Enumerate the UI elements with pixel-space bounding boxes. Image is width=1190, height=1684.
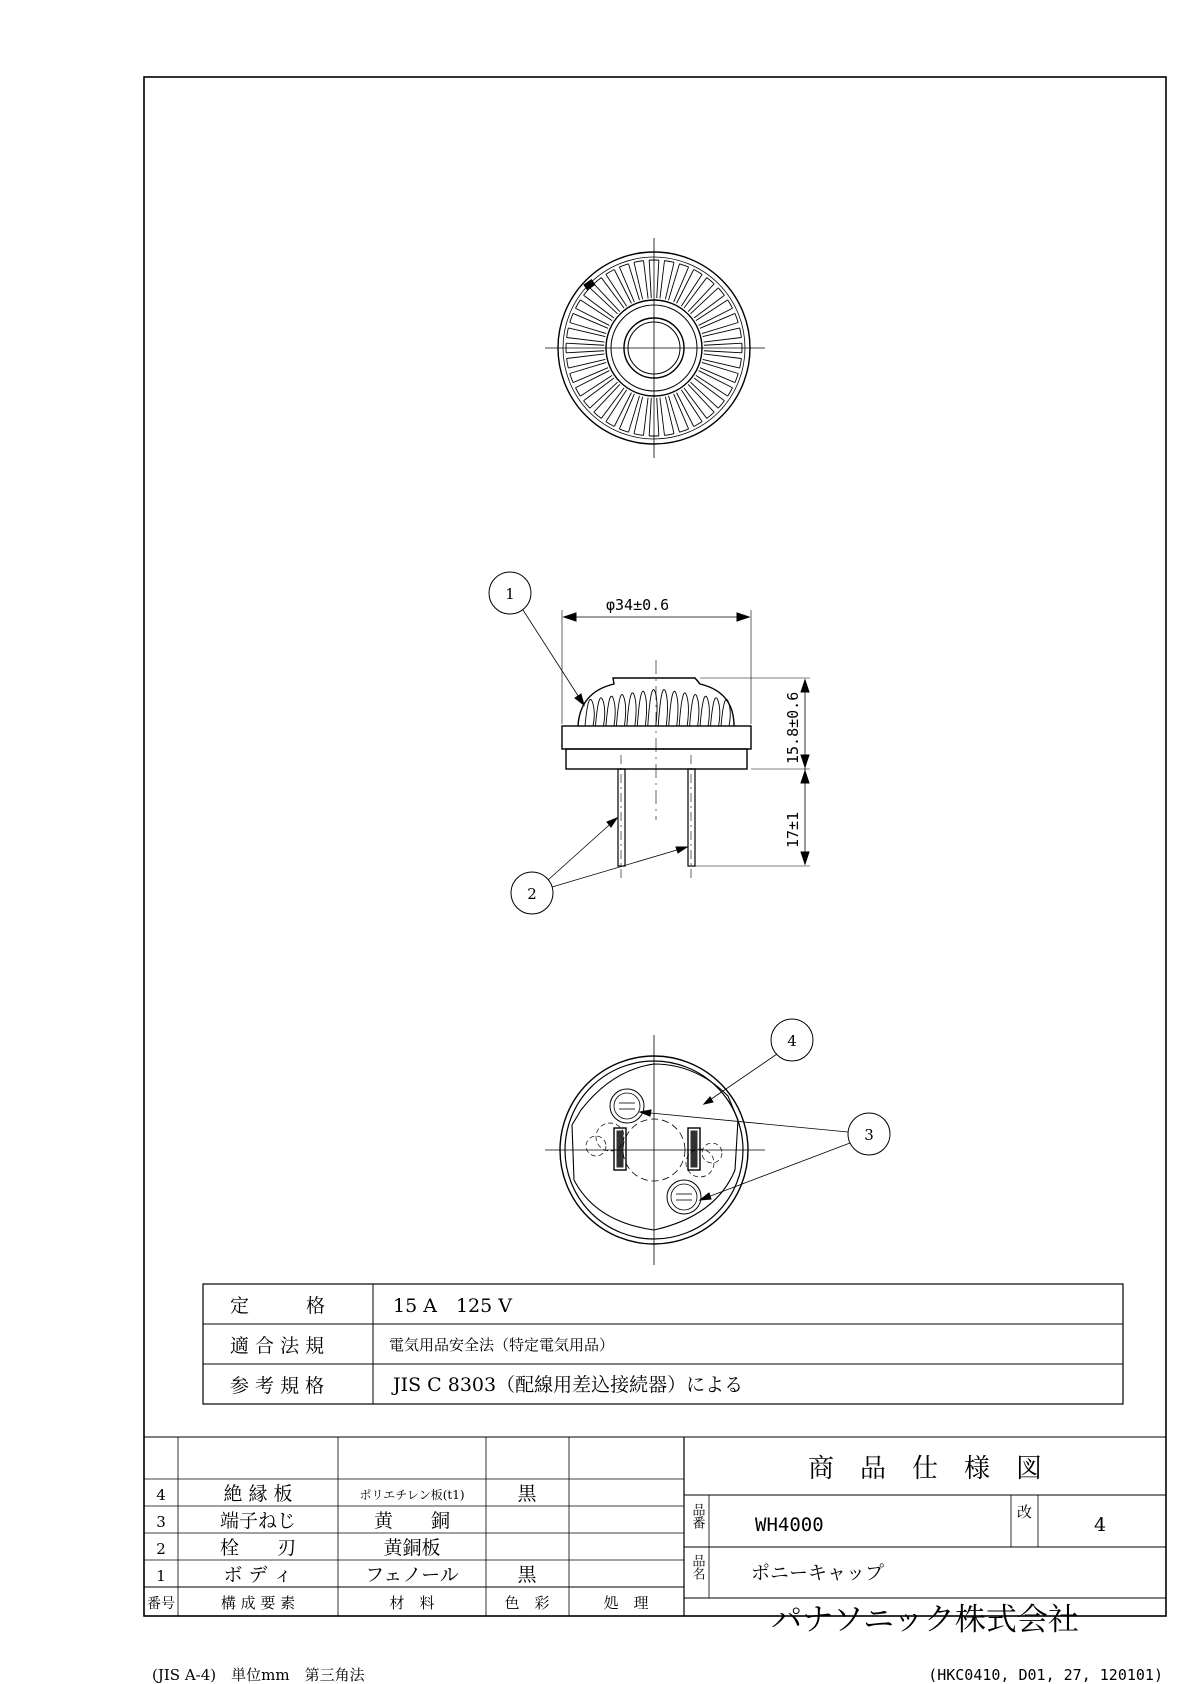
rib-cap xyxy=(567,358,569,368)
rib-line xyxy=(668,264,679,300)
rib-line xyxy=(681,274,702,306)
rib-line xyxy=(634,262,643,299)
rib-cap xyxy=(740,328,742,338)
rib-line xyxy=(606,274,627,306)
revision-label: 改 xyxy=(1017,1503,1033,1521)
dome-rib xyxy=(606,696,615,726)
rib-line xyxy=(657,398,659,436)
part-row-1-material: フェノール xyxy=(365,1564,459,1586)
rib-line xyxy=(660,261,665,299)
spec-label-standard: 参 考 規 格 xyxy=(230,1375,325,1397)
height-dimension: 15.8±0.6 xyxy=(784,691,802,764)
product-name-value: ポニーキャップ xyxy=(751,1562,885,1584)
diameter-dimension: φ34±0.6 xyxy=(606,596,670,614)
rib-line xyxy=(649,260,651,298)
balloon-3-label: 3 xyxy=(864,1126,874,1144)
rib-line xyxy=(704,338,742,343)
part-row-1-color: 黒 xyxy=(517,1564,537,1586)
parts-table-text xyxy=(147,1483,649,1612)
dome-rib xyxy=(658,690,667,726)
spec-value-law: 電気用品安全法（特定電気用品） xyxy=(389,1336,615,1354)
part-row-4-component: 絶 縁 板 xyxy=(223,1483,293,1505)
rib-line xyxy=(702,322,738,333)
rib-cap xyxy=(735,374,738,383)
dome-rib xyxy=(595,698,604,726)
dome-rib xyxy=(721,699,730,726)
dome-rib xyxy=(711,698,720,726)
rib-line xyxy=(568,328,605,337)
header-component: 構 成 要 素 xyxy=(220,1594,296,1612)
rib-line xyxy=(580,375,612,396)
bottom-view xyxy=(545,1019,890,1265)
rib-cap xyxy=(664,261,674,263)
rib-line xyxy=(570,322,606,333)
rib-line xyxy=(649,398,651,436)
part-row-2-material: 黄銅板 xyxy=(383,1537,441,1559)
balloon-1-label: 1 xyxy=(505,585,515,603)
title-block-text xyxy=(690,1454,1107,1638)
spec-table xyxy=(203,1284,1123,1404)
company-name: パナソニック株式会社 xyxy=(771,1602,1079,1638)
rib-line xyxy=(703,359,740,368)
part-row-4-material: ポリエチレン板(t1) xyxy=(359,1488,465,1502)
rib-cap xyxy=(680,264,689,267)
part-row-3-component: 端子ねじ xyxy=(219,1510,297,1532)
dome-rib xyxy=(690,695,699,726)
spec-value-rating: 15 A 125 V xyxy=(393,1295,512,1317)
rib-line xyxy=(634,397,643,434)
rib-cap xyxy=(664,434,674,436)
rib-line xyxy=(681,390,702,422)
rib-line xyxy=(704,351,742,353)
rib-cap xyxy=(570,374,573,383)
part-row-1-no: 1 xyxy=(156,1567,166,1585)
rib-line xyxy=(628,396,639,432)
rib-line xyxy=(702,362,738,373)
dome-rib xyxy=(700,696,709,726)
dome-rib xyxy=(585,699,594,726)
balloon-4-label: 4 xyxy=(787,1032,797,1050)
rib-line xyxy=(567,338,605,343)
footer-left: (JIS A-4) 単位mm 第三角法 xyxy=(152,1666,365,1684)
rib-line xyxy=(668,396,679,432)
side-view xyxy=(489,572,810,914)
header-no: 番号 xyxy=(147,1596,175,1612)
rib-line xyxy=(568,359,605,368)
part-row-4-color: 黒 xyxy=(517,1483,537,1505)
balloon-2-label: 2 xyxy=(527,885,537,903)
rib-line xyxy=(657,260,659,298)
header-finish: 処 理 xyxy=(603,1594,649,1612)
header-material: 材 料 xyxy=(389,1594,435,1612)
part-row-3-material: 黄 銅 xyxy=(373,1510,451,1532)
drawing-title: 商 品 仕 様 図 xyxy=(807,1454,1043,1484)
spec-label-rating: 定 格 xyxy=(230,1295,326,1317)
revision-value: 4 xyxy=(1093,1514,1107,1536)
product-name-label: 品名 xyxy=(689,1554,705,1580)
rib-cap xyxy=(570,313,573,322)
rib-line xyxy=(580,300,612,321)
part-row-2-component: 栓 刃 xyxy=(219,1537,297,1559)
part-row-4-no: 4 xyxy=(156,1486,166,1504)
rib-line xyxy=(644,261,649,299)
part-row-1-component: ボ デ ィ xyxy=(223,1564,293,1586)
rib-line xyxy=(567,354,605,359)
rib-line xyxy=(704,354,742,359)
dome-rib xyxy=(648,690,657,726)
rib-cap xyxy=(619,264,628,267)
pin-length-dimension: 17±1 xyxy=(784,811,802,848)
spec-value-standard: JIS C 8303（配線用差込接続器）による xyxy=(393,1374,744,1396)
rib-line xyxy=(628,264,639,300)
rib-line xyxy=(696,300,728,321)
dome-rib xyxy=(669,691,678,726)
top-view xyxy=(545,238,765,458)
rib-cap xyxy=(740,358,742,368)
rib-cap xyxy=(680,429,689,432)
rib-cap xyxy=(735,313,738,322)
dome-rib xyxy=(679,693,688,726)
dome-rib xyxy=(627,693,636,726)
dome-rib xyxy=(616,695,625,726)
rib-line xyxy=(606,390,627,422)
spec-label-law: 適 合 法 規 xyxy=(230,1335,325,1357)
rib-line xyxy=(570,362,606,373)
rib-line xyxy=(665,262,674,299)
dome-rib xyxy=(637,691,646,726)
part-row-2-no: 2 xyxy=(156,1540,166,1558)
rib-line xyxy=(644,398,649,436)
rib-line xyxy=(703,328,740,337)
part-row-3-no: 3 xyxy=(156,1513,166,1531)
rib-line xyxy=(696,375,728,396)
rib-line xyxy=(660,398,665,436)
part-no-label: 品番 xyxy=(689,1503,705,1529)
rib-line xyxy=(704,343,742,345)
part-no-value: WH4000 xyxy=(755,1514,824,1536)
footer-right: (HKC0410, D01, 27, 120101) xyxy=(928,1666,1163,1684)
rib-cap xyxy=(619,429,628,432)
rib-line xyxy=(566,351,604,353)
rib-cap xyxy=(634,434,644,436)
rib-cap xyxy=(634,261,644,263)
rib-line xyxy=(566,343,604,345)
rib-line xyxy=(665,397,674,434)
rib-cap xyxy=(567,328,569,338)
header-color: 色 彩 xyxy=(504,1594,550,1612)
